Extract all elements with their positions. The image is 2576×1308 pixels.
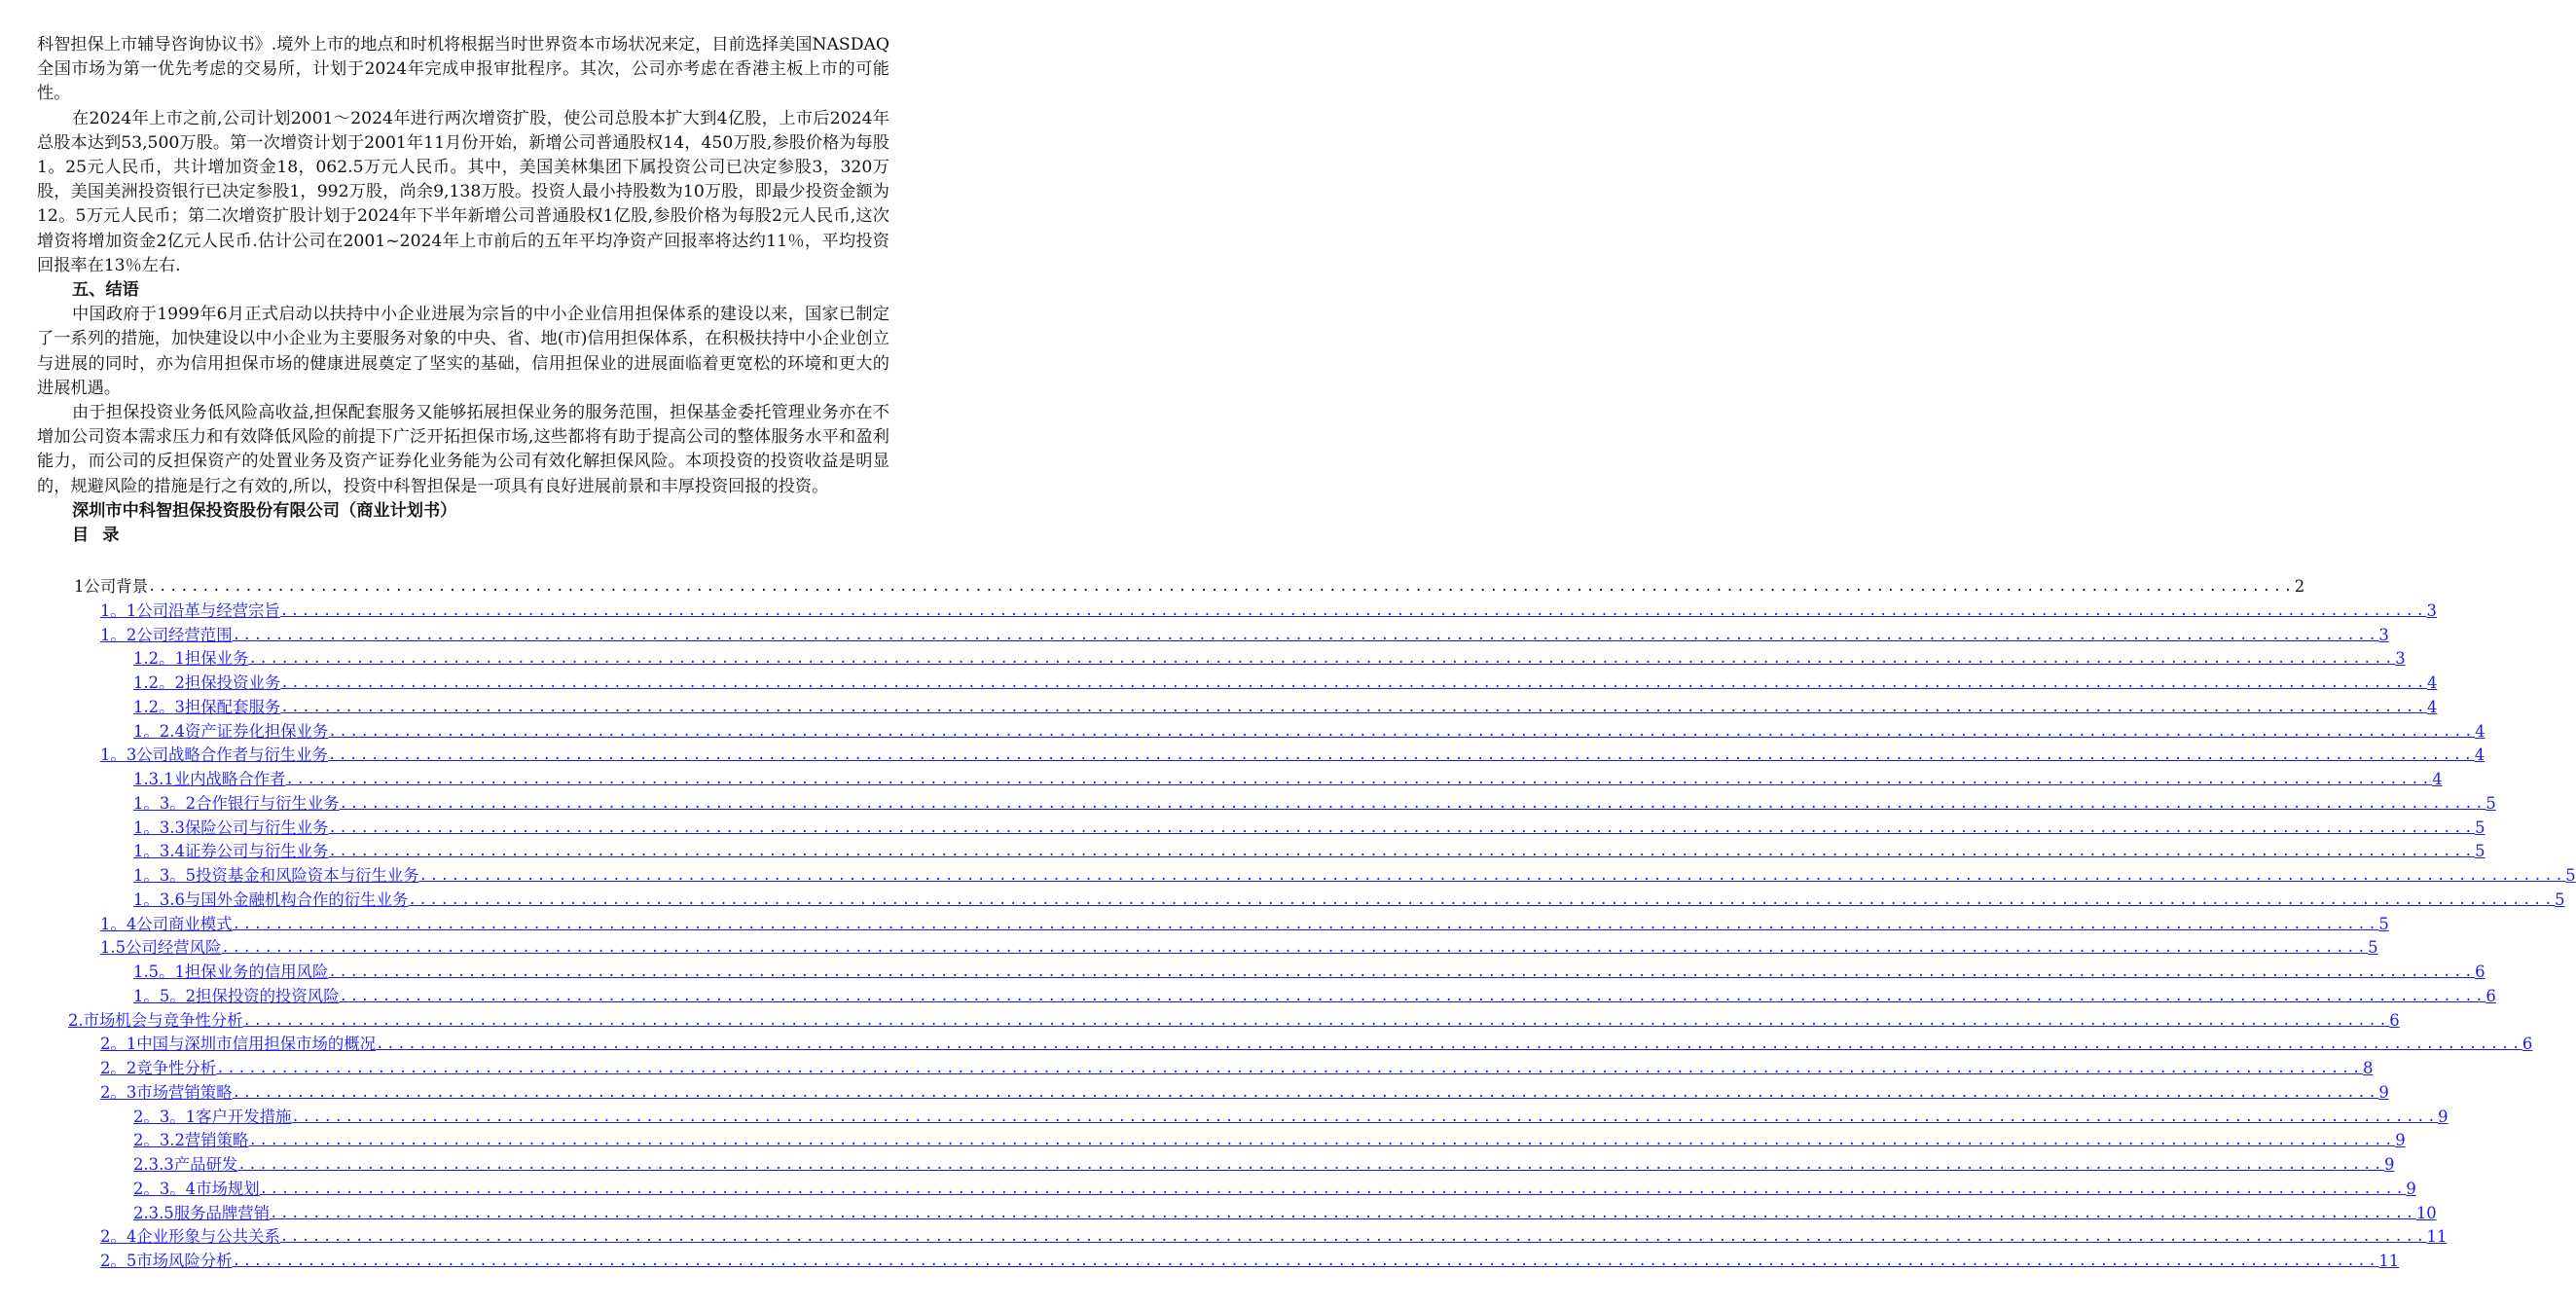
toc-entry[interactable] bbox=[100, 623, 2389, 646]
toc-entry-label: 1.3.1业内战略合作者 bbox=[133, 770, 286, 788]
toc-entry[interactable] bbox=[133, 1152, 2395, 1176]
toc-entry[interactable] bbox=[133, 1105, 2449, 1128]
toc-entry[interactable] bbox=[100, 1032, 2533, 1055]
toc-entry[interactable] bbox=[100, 1080, 2389, 1104]
toc-entry-label: 2.3.3产品研发 bbox=[133, 1155, 238, 1174]
toc-entry-label: 2.3.5服务品牌营销 bbox=[133, 1203, 271, 1222]
toc-entry-page: 3 bbox=[2426, 600, 2437, 620]
paragraph-capital-increase: 在2024年上市之前,公司计划2001～2024年进行两次增资扩股，使公司总股本扩大到4亿股，上市后2024年总股本达到53,500万股。第一次增资计划于2001年11月份开始，新增公司普通股权14，450万股,参股价格为每股1。25元人民币，共计增加资金18，062.5万元人民币。其中，美国美林集团下属投资公司已决定参股3，320万股，美国美洲投资银行已决定参股1，992万股，尚余9,138万股。投资人最小持股数为10万股，即最少投资金额为12。5万元人民币；第二次增资扩股计划于2024年下半年新增公司普通股权1亿股,参股价格为每股2元人民币,这次增资将增加资金2亿元人民币.估计公司在2001~2024年上市前后的五年平均净资产回报率将达约11％，平均投资回报率在13％左右. bbox=[37, 108, 889, 275]
toc-title-char-2: 录 bbox=[102, 526, 120, 546]
toc-leader-dots: ........................................................................................................................................................................................................ bbox=[291, 1108, 2439, 1125]
toc-entry[interactable] bbox=[133, 888, 2565, 911]
toc-entry[interactable] bbox=[133, 1128, 2406, 1151]
toc-entry-page: 5 bbox=[2378, 914, 2389, 933]
toc-entry[interactable] bbox=[133, 1201, 2437, 1224]
toc-entry[interactable] bbox=[100, 599, 2437, 622]
toc-entry-page: 9 bbox=[2378, 1082, 2389, 1102]
toc-entry[interactable] bbox=[133, 839, 2485, 862]
toc-leader-dots: ........................................................................................................................................................................................................ bbox=[285, 772, 2433, 787]
toc-entry-page: 3 bbox=[2378, 625, 2389, 644]
toc-leader-dots: ........................................................................................................................................................................................................ bbox=[408, 891, 2556, 908]
toc-entry[interactable] bbox=[133, 984, 2496, 1007]
toc-leader-dots: ........................................................................................................................................................................................................ bbox=[280, 699, 2427, 715]
toc-leader-dots: ........................................................................................................................................................................................................ bbox=[248, 1133, 2396, 1149]
toc-entry-label: 1。3.3保险公司与衍生业务 bbox=[133, 818, 329, 837]
toc-entry[interactable] bbox=[68, 1008, 2400, 1032]
toc-entry[interactable] bbox=[100, 912, 2389, 935]
section-heading-conclusion: 五、结语 bbox=[72, 280, 139, 301]
toc-leader-dots: ........................................................................................................................................................................................................ bbox=[328, 844, 2476, 860]
toc-entry-page: 4 bbox=[2475, 721, 2485, 741]
toc-entry-label: 1.2。1担保业务 bbox=[133, 649, 249, 669]
toc-entry-page: 4 bbox=[2426, 673, 2438, 692]
toc-entry-label: 2。3市场营销策略 bbox=[100, 1082, 233, 1102]
toc-leader-dots: ........................................................................................................................................................................................................ bbox=[279, 602, 2427, 619]
toc-entry-page: 5 bbox=[2475, 842, 2485, 861]
toc-entry-page: 5 bbox=[2555, 890, 2565, 909]
toc-entry-page: 5 bbox=[2565, 866, 2576, 885]
paragraph-listing-plan: 科智担保上市辅导咨询协议书》.境外上市的地点和时机将根据当时世界资本市场状况来定，目前选择美国NASDAQ全国市场为第一优先考虑的交易所，计划于2024年完成申报审批程序。其次，公司亦考虑在香港主板上市的可能性。 bbox=[37, 35, 889, 104]
toc-entry-label: 2。3.2营销策略 bbox=[133, 1131, 249, 1150]
toc-entry-label: 1。2公司经营范围 bbox=[100, 625, 233, 644]
toc-entry-page: 2 bbox=[2294, 577, 2305, 596]
toc-entry-page: 6 bbox=[2475, 963, 2485, 981]
toc-entry-label: 2。4企业形象与公共关系 bbox=[100, 1227, 280, 1247]
toc-leader-dots: ........................................................................................................................................................................................................ bbox=[242, 1012, 2390, 1029]
toc-leader-dots: ........................................................................................................................................................................................................ bbox=[327, 747, 2475, 764]
toc-entry bbox=[74, 574, 2305, 598]
toc-entry-label: 1.5公司经营风险 bbox=[100, 938, 222, 958]
toc-leader-dots: ........................................................................................................................................................................................................ bbox=[270, 1205, 2416, 1221]
toc-entry-label: 2。5市场风险分析 bbox=[100, 1252, 233, 1270]
paragraph-conclusion-investment: 由于担保投资业务低风险高收益,担保配套服务又能够拓展担保业务的服务范围，担保基金委托管理业务亦在不增加公司资本需求压力和有效降低风险的前提下广泛开拓担保市场,这些都将有助于提高公司的整体服务水平和盈利能力，而公司的反担保资产的处置业务及资产证券化业务能为公司有效化解担保风险。本项投资的投资收益是明显的，规避风险的措施是行之有效的,所以，投资中科智担保是一项具有良好进展前景和丰厚投资回报的投资。 bbox=[37, 403, 889, 496]
toc-entry-page: 9 bbox=[2438, 1107, 2449, 1126]
toc-entry-page: 4 bbox=[2432, 770, 2443, 788]
toc-leader-dots: ........................................................................................................................................................................................................ bbox=[279, 1229, 2427, 1246]
document-title: 深圳市中科智担保投资股份有限公司（商业计划书） bbox=[72, 500, 457, 521]
toc-entry-page: 4 bbox=[2474, 745, 2485, 765]
toc-entry[interactable] bbox=[100, 1056, 2374, 1079]
toc-entry[interactable] bbox=[133, 960, 2485, 983]
toc-entry-label: 1。3.6与国外金融机构合作的衍生业务 bbox=[133, 890, 409, 909]
toc-entry[interactable] bbox=[100, 935, 2378, 959]
toc-entry[interactable] bbox=[133, 671, 2438, 694]
toc-leader-dots: ........................................................................................................................................................................................................ bbox=[237, 1157, 2385, 1173]
toc-entry-page: 3 bbox=[2395, 649, 2406, 669]
toc-leader-dots: ........................................................................................................................................................................................................ bbox=[339, 795, 2486, 812]
toc-entry[interactable] bbox=[133, 863, 2576, 887]
toc-leader-dots: ........................................................................................................................................................................................................ bbox=[280, 675, 2427, 691]
toc-entry-page: 5 bbox=[2368, 938, 2378, 958]
toc-leader-dots: ........................................................................................................................................................................................................ bbox=[328, 964, 2476, 980]
toc-leader-dots: ........................................................................................................................................................................................................ bbox=[339, 988, 2486, 1004]
toc-entry-label: 1。1公司沿革与经营宗旨 bbox=[100, 600, 280, 620]
toc-entry-label: 1公司背景 bbox=[74, 577, 148, 596]
toc-entry-page: 5 bbox=[2485, 793, 2496, 813]
toc-entry-label: 1。3公司战略合作者与衍生业务 bbox=[100, 745, 328, 765]
toc-entry[interactable] bbox=[133, 695, 2438, 718]
toc-leader-dots: ........................................................................................................................................................................................................ bbox=[232, 1084, 2379, 1101]
toc-entry-label: 1。3.4证券公司与衍生业务 bbox=[133, 842, 329, 861]
toc-entry-label: 1。5。2担保投资的投资风险 bbox=[133, 986, 340, 1005]
toc-entry-label: 1.5。1担保业务的信用风险 bbox=[133, 963, 329, 981]
toc-leader-dots: ........................................................................................................................................................................................................ bbox=[148, 579, 2295, 595]
toc-entry[interactable] bbox=[133, 719, 2485, 743]
toc-leader-dots: ........................................................................................................................................................................................................ bbox=[376, 1036, 2522, 1053]
toc-leader-dots: ........................................................................................................................................................................................................ bbox=[232, 1254, 2379, 1269]
toc-entry-label: 1.2。3担保配套服务 bbox=[133, 697, 281, 716]
paragraph-conclusion-policy: 中国政府于1999年6月正式启动以扶持中小企业进展为宗旨的中小企业信用担保体系的建设以来，国家已制定了一系列的措施，加快建设以中小企业为主要服务对象的中央、省、地(市)信用担保体系，在积极扶持中小企业创立与进展的同时，亦为信用担保市场的健康进展奠定了坚实的基础，信用担保业的进展面临着更宽松的环境和更大的进展机遇。 bbox=[37, 305, 889, 398]
toc-entry[interactable] bbox=[100, 1249, 2400, 1272]
toc-leader-dots: ........................................................................................................................................................................................................ bbox=[216, 1061, 2363, 1076]
toc-entry[interactable] bbox=[100, 743, 2485, 766]
toc-entry-page: 11 bbox=[2426, 1227, 2448, 1247]
toc-entry-page: 6 bbox=[2389, 1010, 2400, 1030]
toc-entry-label: 1。3。2合作银行与衍生业务 bbox=[133, 793, 340, 813]
toc-entry-label: 1。4公司商业模式 bbox=[100, 914, 233, 933]
toc-entry-label: 2。3。4市场规划 bbox=[133, 1179, 260, 1198]
toc-entry[interactable] bbox=[133, 791, 2496, 815]
toc-entry[interactable] bbox=[133, 1177, 2416, 1200]
toc-leader-dots: ........................................................................................................................................................................................................ bbox=[328, 819, 2476, 836]
toc-entry-label: 1。2.4资产证券化担保业务 bbox=[133, 721, 329, 741]
toc-title bbox=[37, 524, 889, 548]
toc-title-char-1: 目 bbox=[72, 526, 90, 546]
toc-entry-page: 8 bbox=[2362, 1059, 2374, 1077]
toc-entry[interactable] bbox=[133, 767, 2443, 790]
toc-leader-dots: ........................................................................................................................................................................................................ bbox=[232, 627, 2379, 643]
toc-leader-dots: ........................................................................................................................................................................................................ bbox=[232, 916, 2379, 932]
toc-entry-page: 6 bbox=[2522, 1035, 2533, 1054]
toc-entry[interactable] bbox=[133, 646, 2406, 670]
toc-entry-page: 9 bbox=[2384, 1155, 2395, 1174]
toc-entry-label: 2.市场机会与竞争性分析 bbox=[68, 1010, 243, 1030]
toc-entry[interactable] bbox=[100, 1224, 2448, 1248]
toc-entry-label: 2。2竞争性分析 bbox=[100, 1059, 217, 1077]
toc-entry-label: 2。1中国与深圳市信用担保市场的概况 bbox=[100, 1035, 377, 1054]
toc-entry-page: 4 bbox=[2426, 697, 2438, 716]
toc-entry-label: 2。3。1客户开发措施 bbox=[133, 1107, 292, 1126]
toc-entry-page: 9 bbox=[2395, 1131, 2406, 1150]
toc-leader-dots: ........................................................................................................................................................................................................ bbox=[418, 868, 2566, 884]
toc-entry-page: 11 bbox=[2378, 1252, 2400, 1270]
toc-entry-page: 5 bbox=[2475, 818, 2485, 837]
toc-entry-label: 1。3。5投资基金和风险资本与衍生业务 bbox=[133, 866, 419, 885]
toc-entry-page: 6 bbox=[2485, 986, 2496, 1005]
document-body bbox=[37, 33, 889, 548]
toc-entry-page: 9 bbox=[2406, 1179, 2416, 1198]
toc-leader-dots: ........................................................................................................................................................................................................ bbox=[221, 940, 2369, 957]
toc-entry-label: 1.2。2担保投资业务 bbox=[133, 673, 281, 692]
toc-leader-dots: ........................................................................................................................................................................................................ bbox=[248, 651, 2396, 668]
toc-entry-page: 10 bbox=[2415, 1203, 2437, 1222]
toc-entry[interactable] bbox=[133, 816, 2485, 839]
toc-leader-dots: ........................................................................................................................................................................................................ bbox=[328, 723, 2476, 740]
toc-leader-dots: ........................................................................................................................................................................................................ bbox=[259, 1181, 2407, 1197]
